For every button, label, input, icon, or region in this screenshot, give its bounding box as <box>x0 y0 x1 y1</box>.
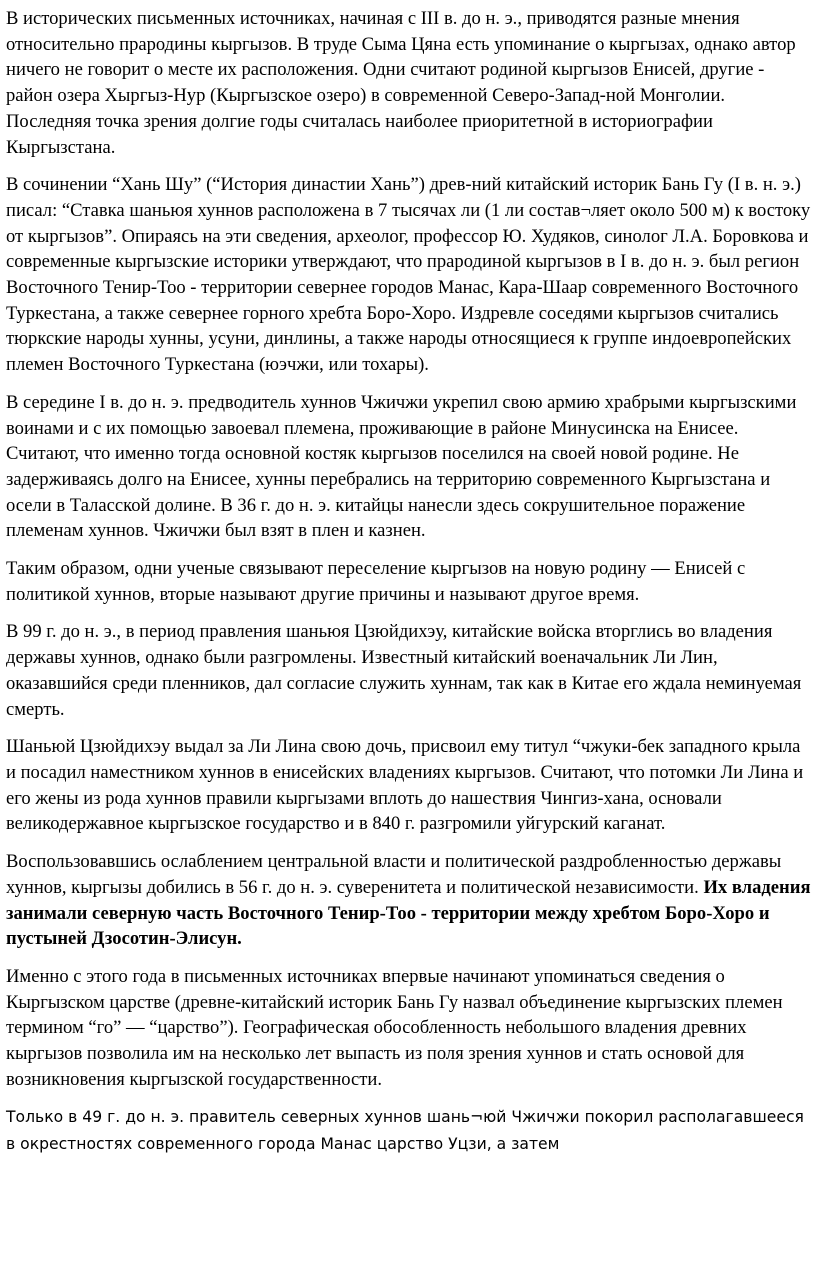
paragraph-3: В середине I в. до н. э. предводитель хуннов Чжичжи укрепил свою армию храбрыми кыргызскими воинами и с их помощью завоевал племена, проживающие в районе Минусинска на Енисее. Считают, что именно тогда основной костяк кыргызов поселился на своей новой родине. Не задерживаясь долго на Енисее, хунны перебрались на территорию современного Кыргызстана и осели в Таласской долине. В 36 г. до н. э. китайцы нанесли здесь сокрушительное поражение племенам хуннов. Чжичжи был взят в плен и казнен. <box>6 391 797 542</box>
paragraph-8: Именно с этого года в письменных источниках впервые начинают упоминаться сведения о Кыргызском царстве (древне-китайский историк Бань Гу назвал объединение кыргызских племен термином “го” — “царство”). Географическая обособленность небольшого владения древних кыргызов позволила им на несколько лет выпасть из поля зрения хуннов и стать основой для возникновения кыргызской государственности. <box>6 965 783 1090</box>
paragraph-7-bold-text: Их владения занимали северную часть Восточного Тенир-Тоо - территории между хребтом Боро-Хоро и пустыней Дзосотин-Элисун. <box>6 876 811 950</box>
paragraph-7 <box>6 849 814 952</box>
paragraph-4: Таким образом, одни ученые связывают переселение кыргызов на новую родину — Енисей с политикой хуннов, вторые называют другие причины и называют другое время. <box>6 558 746 605</box>
paragraph-2: В сочинении “Хань Шу” (“История династии Хань”) древ-ний китайский историк Бань Гу (I в. н. э.) писал: “Ставка шаньюя хуннов расположена в 7 тысячах ли (1 ли состав¬ляет около 500 м) к востоку от кыргызов”. Опираясь на эти сведения, археолог, профессор Ю. Худяков, синолог Л.А. Боровкова и современные кыргызские историки утверждают, что прародиной кыргызов в I в. до н. э. был регион Восточного Тенир-Тоо - территории севернее городов Манас, Кара-Шаар современного Восточного Туркестана, а также севернее горного хребта Боро-Хоро. Издревле соседями кыргызов считались тюркские народы хунны, усуни, динлины, а также народы относящиеся к группе индоевропейских племен Восточного Туркестана (юэчжи, или тохары). <box>6 174 811 376</box>
paragraph-5: В 99 г. до н. э., в период правления шаньюя Цзюйдихэу, китайские войска вторглись во владения державы хуннов, однако были разгромлены. Известный китайский военачальник Ли Лин, оказавшийся среди пленников, дал согласие служить хуннам, так как в Китае его ждала неминуемая смерть. <box>6 621 802 720</box>
paragraph-9: Только в 49 г. до н. э. правитель северных хуннов шань¬юй Чжичжи покорил располагавшееся в окрестностях современного города Манас царство Уцзи, а затем <box>6 1108 804 1154</box>
paragraph-7-text: Воспользовавшись ослаблением центральной власти и политической раздробленностью державы хуннов, кыргызы добились в 56 г. до н. э. суверенитета и политической независимости. <box>6 851 782 898</box>
paragraph-1: В исторических письменных источниках, начиная с III в. до н. э., приводятся разные мнения относительно прародины кыргызов. В труде Сыма Цяна есть упоминание о кыргызах, однако автор ничего не говорит о месте их расположения. Одни считают родиной кыргызов Енисей, другие - район озера Хыргыз-Нур (Кыргызское озеро) в современной Северо-Запад-ной Монголии. Последняя точка зрения долгие годы считалась наиболее приоритетной в историографии Кыргызстана. <box>6 8 796 158</box>
paragraph-6: Шаньюй Цзюйдихэу выдал за Ли Лина свою дочь, присвоил ему титул “чжуки-бек западного крыла и посадил наместником хуннов в енисейских владениях кыргызов. Считают, что потомки Ли Лина и его жены из рода хуннов правили кыргызами вплоть до нашествия Чингиз-хана, основали великодержавное кыргызское государство и в 840 г. разгромили уйгурский каганат. <box>6 736 804 835</box>
